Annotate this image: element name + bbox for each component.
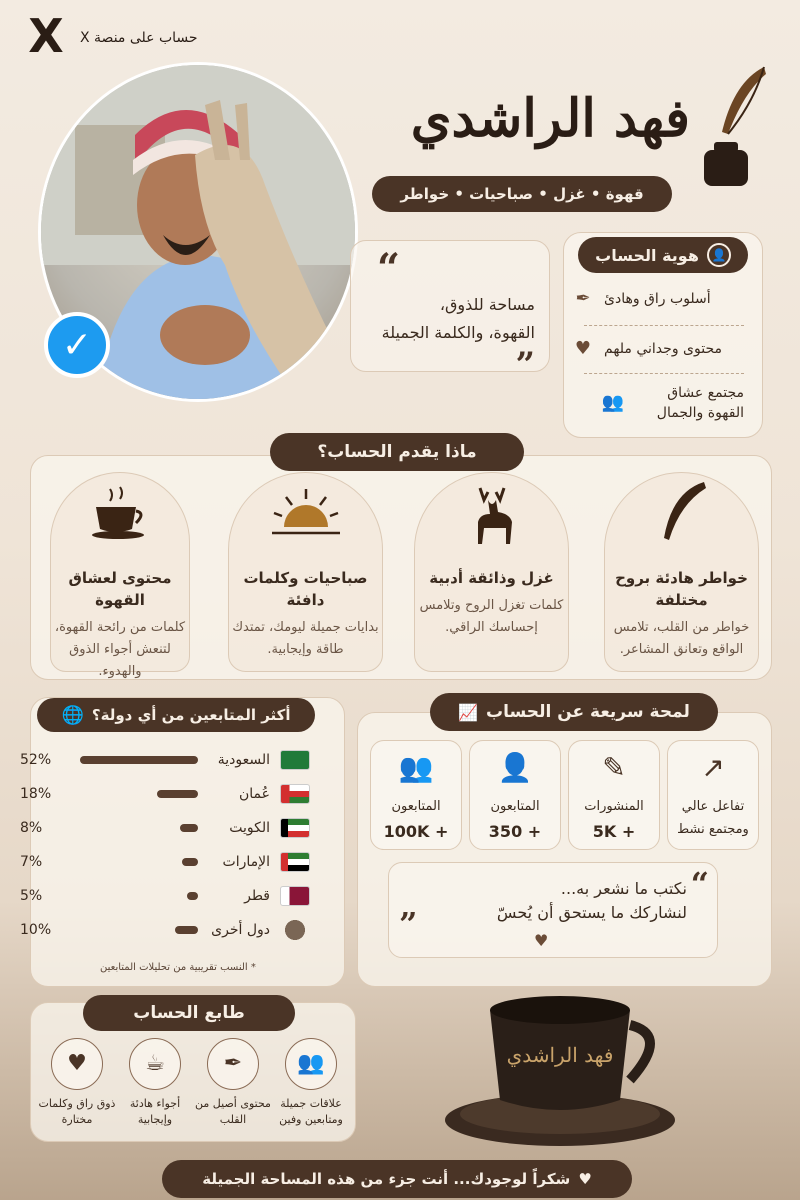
identity-title-text: هوية الحساب: [595, 245, 699, 265]
country-pct: 8%: [20, 820, 43, 836]
deer-icon: [415, 473, 568, 553]
nature-title-text: طابع الحساب: [133, 1003, 245, 1023]
identity-item: [572, 289, 752, 309]
heart-icon: ♥: [574, 338, 592, 359]
nature-title: [83, 995, 295, 1031]
flag-icon: [280, 852, 310, 872]
cup-text: فهد الراشدي: [506, 1043, 614, 1067]
identity-item: [602, 383, 752, 423]
identity-card: [563, 232, 763, 438]
country-bar: [187, 892, 198, 900]
stat-engagement: [667, 740, 759, 850]
stat-value: ومجتمع نشط: [677, 822, 749, 837]
offering-desc: خواطر من القلب، تلامس الواقع وتعانق المشاعر.: [613, 620, 750, 657]
nature-label: ذوق راق وكلمات مختارة: [38, 1097, 116, 1126]
offering-card: [604, 472, 759, 672]
country-bar: [157, 790, 198, 798]
stat-followers: [370, 740, 462, 850]
globe-icon: 🌐: [61, 704, 84, 726]
country-row: [20, 780, 310, 808]
stat-label: المتابعون: [490, 799, 540, 814]
country-bar-track: [68, 824, 198, 832]
heart-icon: ♥: [534, 931, 549, 950]
group-icon: 👥: [601, 392, 624, 413]
glance-title-text: لمحة سريعة عن الحساب: [486, 702, 690, 722]
country-bar: [175, 926, 198, 934]
country-name: قطر: [244, 888, 270, 904]
country-bar-track: [68, 790, 198, 798]
country-row: [20, 882, 310, 910]
trend-up-icon: ↗: [701, 751, 725, 784]
coffee-icon: ☕: [129, 1038, 181, 1090]
offering-card: [50, 472, 190, 679]
flag-icon: [280, 818, 310, 838]
stat-value: + 100K: [383, 822, 449, 841]
chart-icon: 📈: [458, 702, 479, 722]
stat-label: تفاعل عالي: [681, 799, 745, 814]
offering-card: [414, 472, 569, 672]
country-row: [20, 916, 310, 944]
feather-icon: ✒: [207, 1038, 259, 1090]
footer-bar: [162, 1160, 632, 1198]
countries-note: * النسب تقريبية من تحليلات المتابعين: [100, 962, 256, 973]
glance-quote-line1: نكتب ما نشعر به...: [560, 879, 687, 898]
platform-label: حساب على منصة X: [80, 30, 198, 46]
offering-desc: كلمات تغزل الروح وتلامس إحساسك الراقي.: [419, 598, 564, 635]
quote-open-icon: “: [377, 245, 401, 292]
nature-label: أجواء هادئة وإيجابية: [129, 1097, 181, 1126]
country-pct: 10%: [20, 922, 52, 938]
quill-ink-icon: [694, 62, 774, 192]
stat-posts: [568, 740, 660, 850]
identity-item-label: محتوى وجداني ملهم: [604, 341, 722, 357]
glance-quote-line2: لنشاركك ما يستحق أن يُحسّ: [496, 903, 687, 922]
offering-card: [228, 472, 383, 672]
offerings-title: [270, 433, 524, 471]
divider: [584, 325, 744, 326]
stat-label: المتابعون: [391, 799, 441, 814]
heart-icon: ♥: [578, 1170, 592, 1188]
tagline-line1: مساحة للذوق،: [439, 295, 535, 314]
identity-item: [572, 339, 752, 359]
flag-icon: [280, 784, 310, 804]
country-bar: [80, 756, 198, 764]
stat-value: + 350: [488, 822, 542, 841]
country-name: الكويت: [229, 820, 270, 836]
nature-item: [116, 1038, 194, 1128]
sunrise-icon: [229, 473, 382, 553]
identity-title: [578, 237, 748, 273]
glance-quote: [388, 862, 718, 958]
tags-bar: [372, 176, 672, 212]
identity-item-label: أسلوب راق وهادئ: [604, 291, 711, 307]
flag-icon: [280, 920, 310, 940]
country-bar-track: [68, 926, 198, 934]
feather-icon: ✒: [575, 288, 591, 309]
offering-desc: بدايات جميلة ليومك، تمتدك طاقة وإيجابية.: [232, 620, 379, 657]
countries-title-text: أكثر المتابعين من أي دولة؟: [91, 706, 291, 724]
quote-open-icon: “: [690, 865, 709, 903]
country-row: [20, 814, 310, 842]
country-pct: 18%: [20, 786, 52, 802]
flag-icon: [280, 750, 310, 770]
tagline-card: [350, 240, 550, 385]
nature-item: [194, 1038, 272, 1128]
offering-title: غزل وذائقة أدبية: [429, 569, 554, 587]
country-name: الإمارات: [222, 854, 270, 870]
offerings-title-text: ماذا يقدم الحساب؟: [317, 442, 477, 462]
offering-title: صباحيات وكلمات دافئة: [243, 569, 368, 609]
country-bar: [180, 824, 198, 832]
country-pct: 5%: [20, 888, 43, 904]
country-pct: 7%: [20, 854, 43, 870]
offering-title: محتوى لعشاق القهوة: [68, 569, 172, 609]
country-bar-track: [68, 756, 198, 764]
country-bar-track: [68, 892, 198, 900]
country-row: [20, 746, 310, 774]
stat-value: + 5K: [592, 822, 636, 841]
country-name: عُمان: [239, 786, 270, 802]
user-circle-icon: 👤: [707, 243, 731, 267]
x-logo-icon: X: [28, 9, 64, 63]
offering-desc: كلمات من رائحة القهوة، لتنعش أجواء الذوق والهدوء.: [54, 620, 186, 679]
group-icon: 👥: [398, 751, 434, 784]
country-bar-track: [68, 858, 198, 866]
stat-label: المنشورات: [584, 799, 644, 814]
nature-label: محتوى أصيل من القلب: [195, 1097, 271, 1126]
footer-text: شكراً لوجودك... أنت جزء من هذه المساحة الجميلة: [202, 1170, 571, 1188]
flag-icon: [280, 886, 310, 906]
tagline-line2: القهوة، والكلمة الجميلة: [381, 323, 535, 342]
edit-icon: ✎: [602, 751, 626, 784]
nature-item: [38, 1038, 116, 1128]
heart-icon: ♥: [51, 1038, 103, 1090]
nature-label: علاقات جميلة ومتابعين وفين: [279, 1097, 343, 1126]
country-pct: 52%: [20, 752, 52, 768]
country-name: دول أخرى: [211, 922, 270, 938]
group-icon: 👥: [285, 1038, 337, 1090]
offering-title: خواطر هادئة بروح مختلفة: [615, 569, 748, 609]
verified-badge-icon: ✓: [44, 312, 110, 378]
stat-following: [469, 740, 561, 850]
quote-close-icon: ”: [515, 345, 535, 385]
country-row: [20, 848, 310, 876]
identity-item-label: مجتمع عشاق القهوة والجمال: [656, 385, 744, 421]
nature-item: [272, 1038, 350, 1128]
divider: [584, 373, 744, 374]
glance-title: [430, 693, 718, 731]
quote-close-icon: ”: [399, 905, 418, 943]
country-bar: [182, 858, 198, 866]
coffee-cup-illustration: [440, 990, 680, 1150]
tags-text: قهوة • غزل • صباحيات • خواطر: [400, 185, 644, 203]
countries-title: [37, 698, 315, 732]
country-name: السعودية: [217, 752, 270, 768]
user-icon: 👤: [497, 751, 533, 784]
profile-name: فهد الراشدي: [410, 88, 690, 149]
feather-icon: [605, 473, 758, 553]
coffee-cup-icon: [51, 473, 189, 553]
